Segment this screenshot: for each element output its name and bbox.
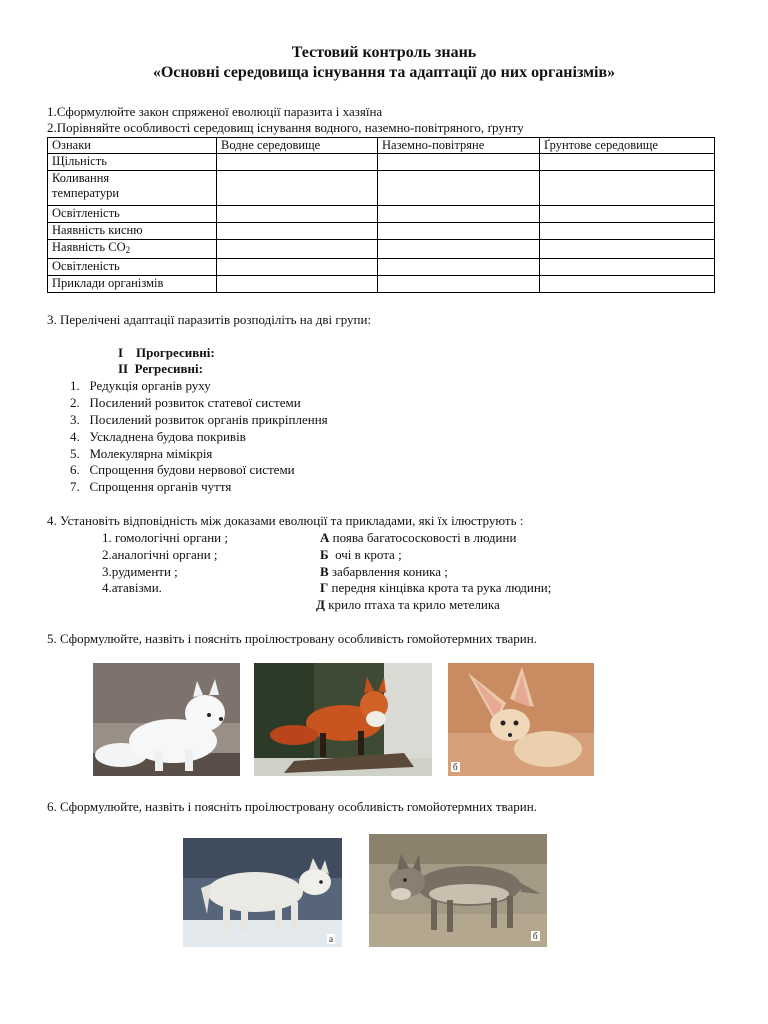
row-label: Приклади організмів (48, 276, 217, 293)
arctic-wolf-photo (183, 838, 342, 947)
table-header: Водне середовище (217, 138, 378, 154)
table-header: Наземно-повітряне (378, 138, 540, 154)
example-text: передня кінцівка крота та рука людини; (328, 580, 552, 595)
example-letter: В (320, 564, 329, 579)
comparison-table (47, 137, 715, 293)
example-letter: Г (320, 580, 329, 595)
grey-wolf-photo (369, 834, 547, 947)
example-text: крило птаха та крило метелика (324, 597, 500, 612)
evidence-item: 1. гомологічні органи ; (102, 530, 228, 545)
list-item: 2. Посилений розвиток статевої системи (70, 395, 301, 410)
row-label: Освітленість (48, 259, 217, 276)
co2-subscript: 2 (125, 245, 131, 255)
example-text: очі в крота ; (328, 547, 402, 562)
arctic-wolf-illustration (183, 838, 342, 947)
list-item: 5. Молекулярна мімікрія (70, 446, 213, 461)
table-header-row (48, 138, 715, 154)
example-item (316, 597, 500, 613)
group-progressive: I Прогресивні: (118, 345, 215, 360)
table-row (48, 276, 715, 293)
list-item: 6. Спрощення будови нервової системи (70, 462, 295, 477)
question-3: 3. Перелічені адаптації паразитів розподіліть на дві групи: (47, 312, 372, 327)
table-row (48, 259, 715, 276)
table-row (48, 223, 715, 240)
row-label: Коливання температури (48, 171, 217, 206)
row-label: Наявність кисню (48, 223, 217, 240)
example-item (320, 530, 516, 546)
row-label: Освітленість (48, 206, 217, 223)
question-6: 6. Сформулюйте, назвіть і поясніть проілюстровану особливість гомойотермних тварин. (47, 799, 537, 814)
row-label-co2 (48, 240, 217, 259)
table-row (48, 171, 715, 206)
list-item: 7. Спрощення органів чуття (70, 479, 232, 494)
red-fox-illustration (254, 663, 432, 776)
question-5: 5. Сформулюйте, назвіть і поясніть проілюстровану особливість гомойотермних тварин. (47, 631, 537, 646)
title-line-1: Тестовий контроль знань (291, 44, 477, 61)
red-fox-photo (254, 663, 432, 776)
table-header: Ґрунтове середовище (540, 138, 715, 154)
fennec-fox-illustration (448, 663, 594, 776)
row-label: Щільність (48, 154, 217, 171)
photo-caption: б (453, 762, 458, 772)
example-item (320, 564, 448, 580)
list-item: 1. Редукція органів руху (70, 378, 211, 393)
question-2: 2.Порівняйте особливості середовищ існування водного, наземно-повітряного, ґрунту (47, 120, 524, 135)
example-text: поява багатососковості в людини (329, 530, 517, 545)
example-letter: Д (316, 597, 325, 612)
arctic-fox-photo (93, 663, 240, 776)
example-letter: Б (320, 547, 329, 562)
evidence-item: 3.рудименти ; (102, 564, 178, 579)
example-item (320, 580, 551, 596)
arctic-fox-illustration (93, 663, 240, 776)
table-header: Ознаки (48, 138, 217, 154)
row-label: Наявність CO (52, 240, 126, 254)
fennec-fox-photo (448, 663, 594, 776)
table-row (48, 154, 715, 171)
evidence-item: 4.атавізми. (102, 580, 162, 595)
example-text: забарвлення коника ; (328, 564, 448, 579)
photo-caption: б (533, 931, 538, 941)
table-row (48, 240, 715, 259)
grey-wolf-illustration (369, 834, 547, 947)
example-letter: А (320, 530, 330, 545)
group-regressive: II Регресивні: (118, 361, 203, 376)
evidence-item: 2.аналогічні органи ; (102, 547, 218, 562)
title-line-2: «Основні середовища існування та адаптації до них організмів» (152, 64, 616, 81)
list-item: 4. Ускладнена будова покривів (70, 429, 246, 444)
list-item: 3. Посилений розвиток органів прикріплення (70, 412, 328, 427)
photo-caption: а (329, 934, 333, 944)
question-4: 4. Установіть відповідність між доказами еволюції та прикладами, які їх ілюструють : (47, 513, 524, 528)
example-item (320, 547, 402, 563)
table-row (48, 206, 715, 223)
question-1: 1.Сформулюйте закон спряженої еволюції паразита і хазяїна (47, 104, 383, 119)
